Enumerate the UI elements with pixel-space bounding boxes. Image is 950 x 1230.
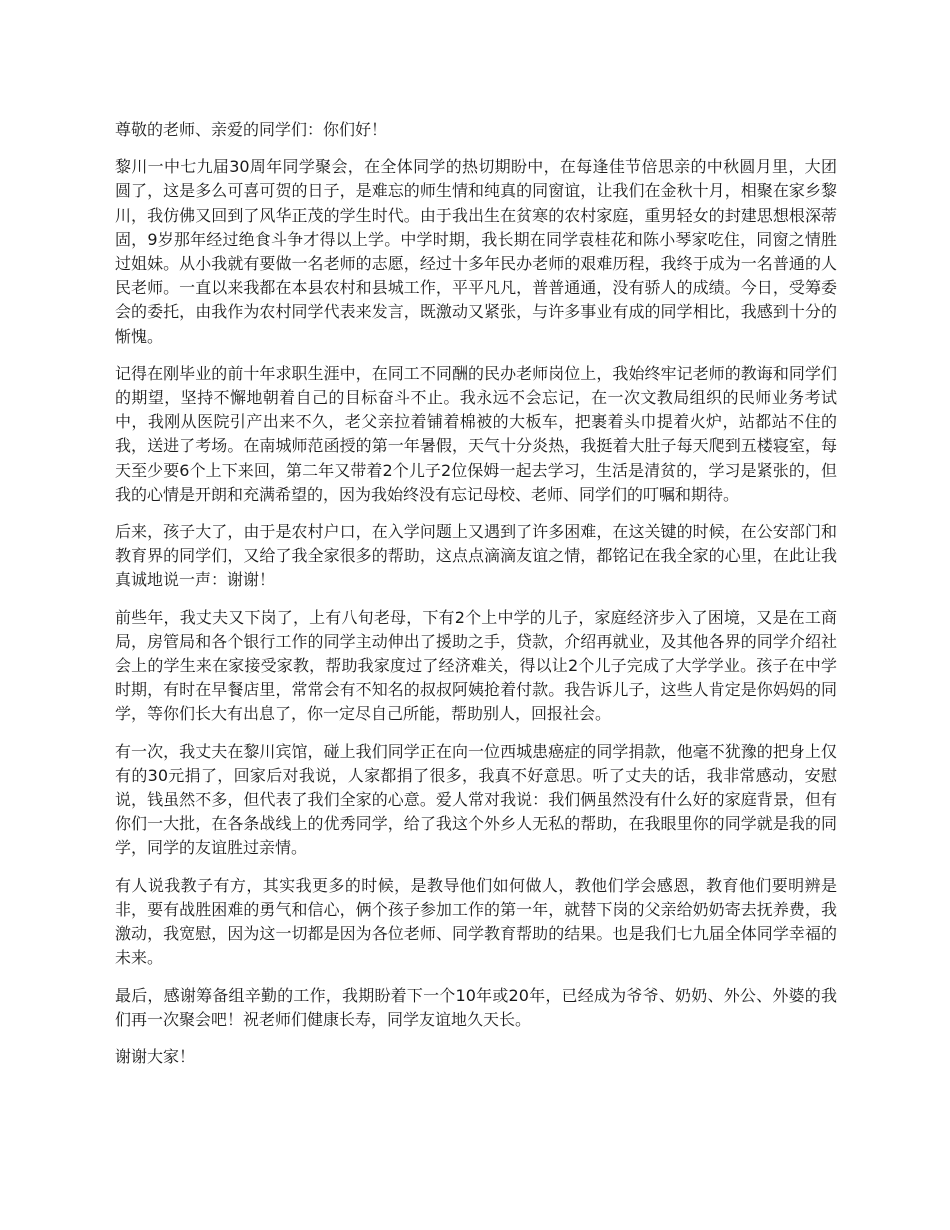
paragraph-1: 黎川一中七九届30周年同学聚会，在全体同学的热切期盼中，在每逢佳节倍思亲的中秋圆月里，大团圆了，这是多么可喜可贺的日子，是难忘的师生情和纯真的同窗谊，让我们在金秋十月，相聚在家乡黎川，我仿佛又回到了风华正茂的学生时代。由于我出生在贫寒的农村家庭，重男轻女的封建思想根深蒂固，9岁那年经过绝食斗争才得以上学。中学时期，我长期在同学袁桂花和陈小琴家吃住，同窗之情胜过姐妹。从小我就有要做一名老师的志愿，经过十多年民办老师的艰难历程，我终于成为一名普通的人民老师。一直以来我都在本县农村和县城工作，平平凡凡，普普通通，没有骄人的成绩。今日，受筹委会的委托，由我作为农村同学代表来发言，既激动又紧张，与许多事业有成的同学相比，我感到十分的惭愧。 [115, 157, 837, 346]
paragraph-4: 前些年，我丈夫又下岗了，上有八旬老母，下有2个上中学的儿子，家庭经济步入了困境，又是在工商局，房管局和各个银行工作的同学主动伸出了援助之手，贷款，介绍再就业，及其他各界的同学介绍社会上的学生来在家接受家教，帮助我家度过了经济难关，得以让2个儿子完成了大学学业。孩子在中学时期，有时在早餐店里，常常会有不知名的叔叔阿姨抢着付款。我告诉儿子，这些人肯定是你妈妈的同学，等你们长大有出息了，你一定尽自己所能，帮助别人，回报社会。 [115, 607, 837, 724]
paragraph-2: 记得在刚毕业的前十年求职生涯中，在同工不同酬的民办老师岗位上，我始终牢记老师的教诲和同学们的期望，坚持不懈地朝着自己的目标奋斗不止。我永远不会忘记，在一次文教局组织的民师业务考试中，我刚从医院引产出来不久，老父亲拉着铺着棉被的大板车，把裹着头巾提着火炉，站都站不住的我，送进了考场。在南城师范函授的第一年暑假，天气十分炎热，我挺着大肚子每天爬到五楼寝室，每天至少要6个上下来回，第二年又带着2个儿子2位保姆一起去学习，生活是清贫的，学习是紧张的，但我的心情是开朗和充满希望的，因为我始终没有忘记母校、老师、同学们的叮嘱和期待。 [115, 363, 837, 504]
greeting: 尊敬的老师、亲爱的同学们：你们好！ [115, 120, 388, 139]
closing: 谢谢大家！ [115, 1046, 196, 1066]
paragraph-5: 有一次，我丈夫在黎川宾馆，碰上我们同学正在向一位西城患癌症的同学捐款，他毫不犹豫的把身上仅有的30元捐了，回家后对我说，人家都捐了很多，我真不好意思。听了丈夫的话，我非常感动，安慰说，钱虽然不多，但代表了我们全家的心意。爱人常对我说：我们俩虽然没有什么好的家庭背景，但有你们一大批，在各条战线上的优秀同学，给了我这个外乡人无私的帮助，在我眼里你的同学就是我的同学，同学的友谊胜过亲情。 [115, 741, 837, 858]
paragraph-3: 后来，孩子大了，由于是农村户口，在入学问题上又遇到了许多困难，在这关键的时候，在公安部门和教育界的同学们，又给了我全家很多的帮助，这点点滴滴友谊之情，都铭记在我全家的心里，在此让我真诚地说一声：谢谢！ [115, 522, 837, 590]
paragraph-7: 最后，感谢筹备组辛勤的工作，我期盼着下一个10年或20年，已经成为爷爷、奶奶、外公、外婆的我们再一次聚会吧！祝老师们健康长寿，同学友谊地久天长。 [115, 985, 837, 1029]
speech-document [115, 118, 837, 1082]
paragraph-6: 有人说我教子有方，其实我更多的时候，是教导他们如何做人，教他们学会感恩，教育他们要明辨是非，要有战胜困难的勇气和信心，俩个孩子参加工作的第一年，就替下岗的父亲给奶奶寄去抚养费，我激动，我宽慰，因为这一切都是因为各位老师、同学教育帮助的结果。也是我们七九届全体同学幸福的未来。 [115, 875, 837, 968]
